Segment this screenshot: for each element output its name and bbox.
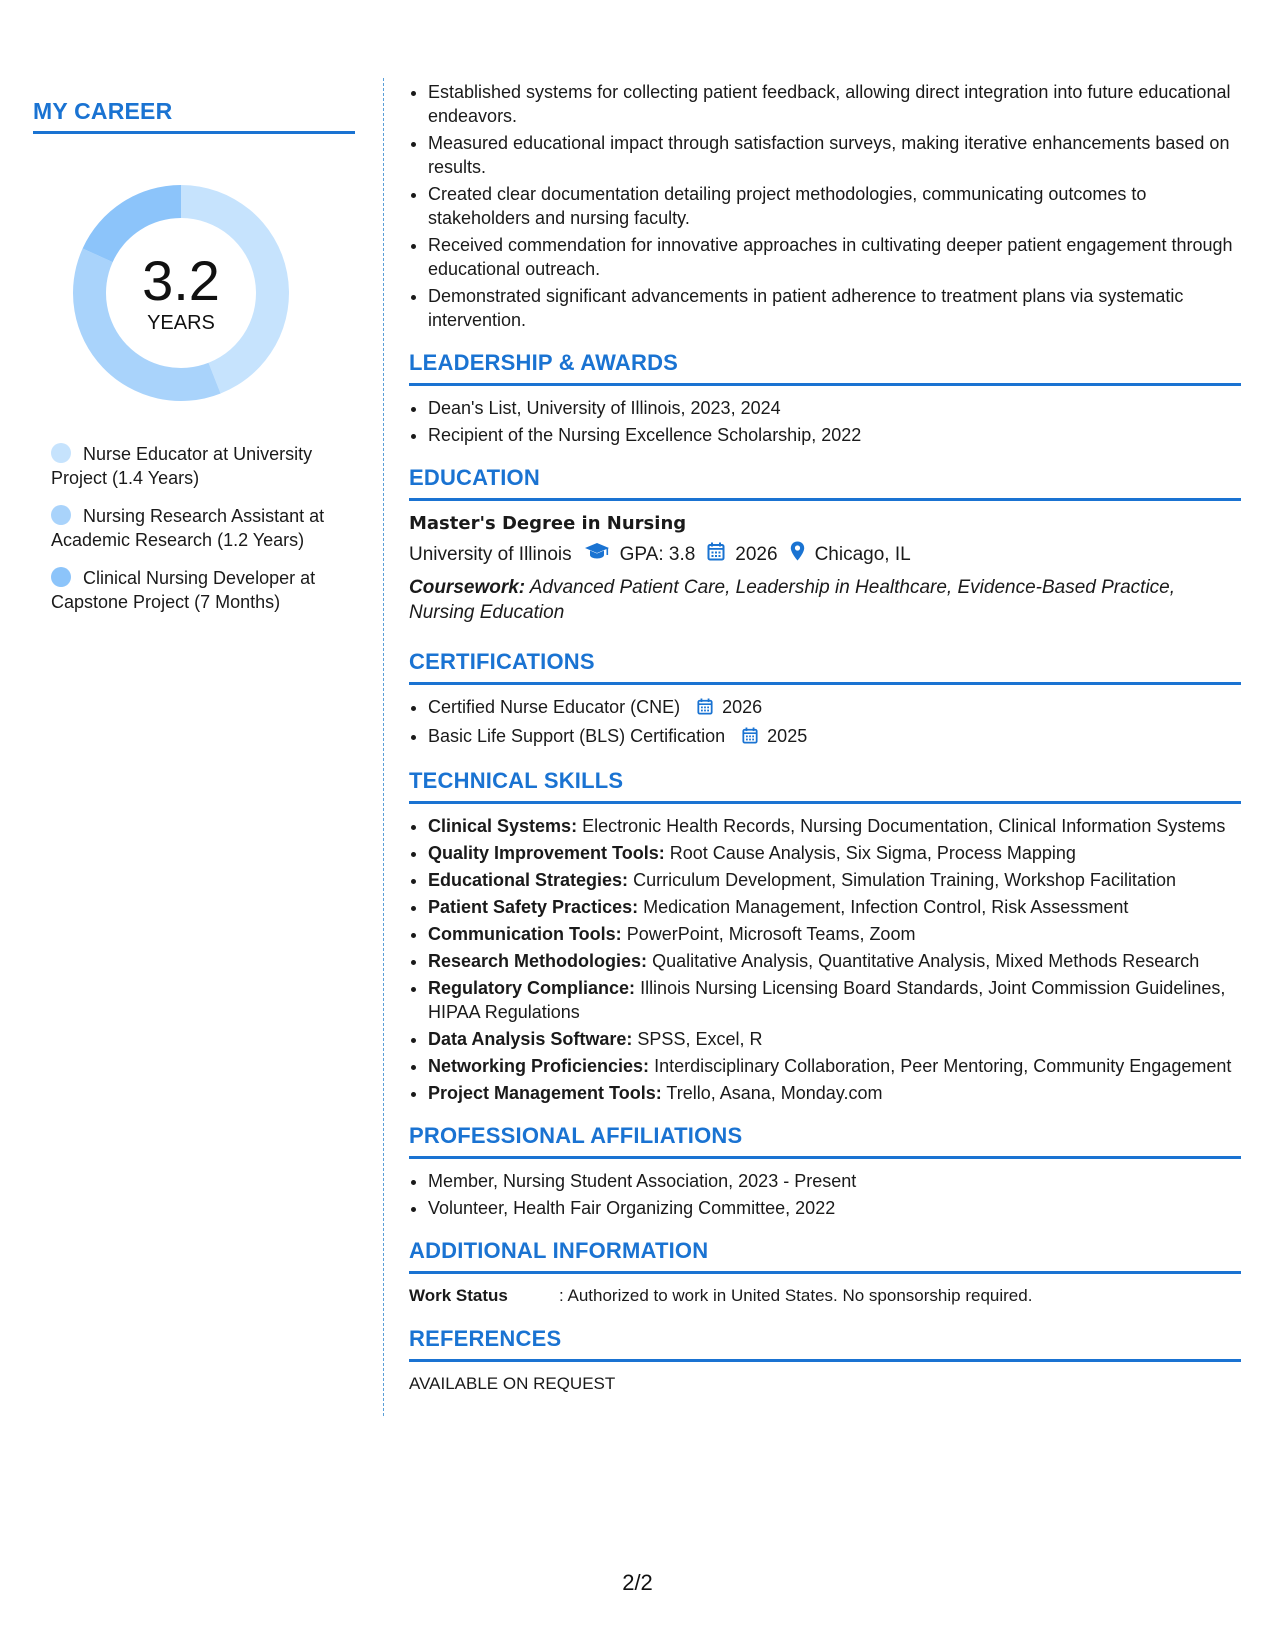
list-item — [428, 868, 1241, 892]
cert-name: Certified Nurse Educator (CNE) — [428, 697, 681, 717]
skill-values: Root Cause Analysis, Six Sigma, Process Mapping — [669, 843, 1076, 863]
coursework — [409, 575, 1241, 625]
skill-category: Patient Safety Practices: — [428, 897, 639, 917]
education-details — [409, 541, 1241, 569]
coursework-text: Advanced Patient Care, Leadership in Healthcare, Evidence-Based Practice, Nursing Education — [409, 577, 1176, 623]
section-rule — [409, 1359, 1241, 1362]
list-item: • Created clear documentation detailing project methodologies, communicating outcomes to stakeholders and nursing faculty. — [428, 182, 1241, 230]
section-title-affiliations: PROFESSIONAL AFFILIATIONS — [409, 1123, 743, 1148]
section-rule — [409, 801, 1241, 804]
legend-label: Clinical Nursing Developer at Capstone Project (7 Months) — [51, 568, 316, 612]
references-text: AVAILABLE ON REQUEST — [409, 1374, 616, 1393]
section-title-additional: ADDITIONAL INFORMATION — [409, 1238, 709, 1263]
list-item — [428, 949, 1241, 973]
calendar-icon — [697, 697, 713, 721]
affiliations-section — [409, 1121, 1241, 1220]
career-donut-chart — [66, 178, 296, 408]
skill-category: Data Analysis Software: — [428, 1029, 633, 1049]
skill-category: Research Methodologies: — [428, 951, 648, 971]
skill-values: Trello, Asana, Monday.com — [666, 1083, 883, 1103]
gpa: GPA: 3.8 — [619, 544, 696, 565]
cert-name: Basic Life Support (BLS) Certification — [428, 726, 726, 746]
leadership-section — [409, 348, 1241, 447]
legend-dot-icon — [51, 443, 71, 463]
list-item — [428, 1027, 1241, 1051]
list-item — [428, 1081, 1241, 1105]
map-pin-icon — [790, 541, 805, 569]
coursework-label: Coursework: — [409, 577, 526, 598]
graduation-cap-icon — [584, 542, 610, 568]
degree-title: Master's Degree in Nursing — [409, 513, 687, 534]
legend-dot-icon — [51, 505, 71, 525]
main-content — [409, 80, 1241, 1396]
section-rule — [409, 498, 1241, 501]
certifications-list — [409, 695, 1241, 750]
skill-values: Qualitative Analysis, Quantitative Analysis, Mixed Methods Research — [652, 951, 1200, 971]
skill-category: Communication Tools: — [428, 924, 622, 944]
career-sidebar — [33, 98, 355, 628]
section-title-skills: TECHNICAL SKILLS — [409, 768, 624, 793]
additional-section — [409, 1236, 1241, 1308]
section-rule — [409, 682, 1241, 685]
skill-values: SPSS, Excel, R — [637, 1029, 763, 1049]
certifications-section — [409, 647, 1241, 750]
section-rule — [409, 1156, 1241, 1159]
skills-section — [409, 766, 1241, 1105]
list-item — [428, 724, 1241, 750]
list-item — [428, 922, 1241, 946]
skill-values: Medication Management, Infection Control, Risk Assessment — [643, 897, 1129, 917]
work-status-label: Work Status — [409, 1286, 508, 1305]
list-item: • Demonstrated significant advancements in patient adherence to treatment plans via systematic intervention. — [428, 284, 1241, 332]
total-years-unit: YEARS — [147, 311, 215, 334]
list-item — [428, 1054, 1241, 1078]
legend-label: Nursing Research Assistant at Academic Research (1.2 Years) — [51, 506, 325, 550]
list-item: • Member, Nursing Student Association, 2023 - Present — [428, 1169, 1241, 1193]
donut-center — [66, 178, 296, 408]
list-item: • Volunteer, Health Fair Organizing Committee, 2022 — [428, 1196, 1241, 1220]
career-legend — [51, 442, 351, 614]
list-item: • Received commendation for innovative approaches in cultivating deeper patient engagement through educational outreach. — [428, 233, 1241, 281]
list-item: • Measured educational impact through satisfaction surveys, making iterative enhancements based on results. — [428, 131, 1241, 179]
skill-values: Electronic Health Records, Nursing Documentation, Clinical Information Systems — [582, 816, 1226, 836]
list-item: • Dean's List, University of Illinois, 2023, 2024 — [428, 396, 1241, 420]
calendar-icon — [742, 726, 758, 750]
list-item — [428, 814, 1241, 838]
list-item — [428, 895, 1241, 919]
list-item: • Established systems for collecting patient feedback, allowing direct integration into future educational endeavors. — [428, 80, 1241, 128]
education-section — [409, 463, 1241, 625]
skills-list — [409, 814, 1241, 1105]
section-title-certifications: CERTIFICATIONS — [409, 649, 595, 674]
section-title-references: REFERENCES — [409, 1326, 562, 1351]
legend-item — [51, 566, 351, 614]
leadership-list — [409, 396, 1241, 447]
skill-values: Illinois Nursing Licensing Board Standards, Joint Commission Guidelines, HIPAA Regulations — [428, 978, 1226, 1022]
work-status-value: : Authorized to work in United States. No sponsorship required. — [559, 1286, 1033, 1305]
cert-year: 2025 — [767, 726, 808, 746]
page-number: 2/2 — [622, 1570, 653, 1595]
skill-values: PowerPoint, Microsoft Teams, Zoom — [626, 924, 916, 944]
total-years-value: 3.2 — [142, 248, 220, 312]
skill-category: Regulatory Compliance: — [428, 978, 636, 998]
section-title-leadership: LEADERSHIP & AWARDS — [409, 350, 679, 375]
experience-bullets — [409, 80, 1241, 332]
section-title-education: EDUCATION — [409, 465, 540, 490]
column-divider — [383, 78, 384, 1416]
education-location: Chicago, IL — [814, 544, 911, 565]
skill-category: Networking Proficiencies: — [428, 1056, 650, 1076]
list-item — [428, 841, 1241, 865]
affiliations-list — [409, 1169, 1241, 1220]
graduation-year: 2026 — [735, 544, 778, 565]
skill-values: Curriculum Development, Simulation Training, Workshop Facilitation — [633, 870, 1176, 890]
skill-category: Educational Strategies: — [428, 870, 629, 890]
career-rule — [33, 131, 355, 134]
skill-category: Quality Improvement Tools: — [428, 843, 665, 863]
references-section — [409, 1324, 1241, 1396]
list-item — [428, 695, 1241, 721]
work-status-row — [409, 1284, 1241, 1308]
calendar-icon — [707, 542, 725, 569]
skill-category: Clinical Systems: — [428, 816, 578, 836]
legend-item — [51, 442, 351, 490]
skill-category: Project Management Tools: — [428, 1083, 662, 1103]
list-item: • Recipient of the Nursing Excellence Scholarship, 2022 — [428, 423, 1241, 447]
career-title: MY CAREER — [33, 98, 173, 124]
legend-label: Nurse Educator at University Project (1.4 Years) — [51, 444, 313, 488]
legend-item — [51, 504, 351, 552]
legend-dot-icon — [51, 567, 71, 587]
section-rule — [409, 383, 1241, 386]
school-name: University of Illinois — [409, 544, 572, 565]
skill-values: Interdisciplinary Collaboration, Peer Mentoring, Community Engagement — [654, 1056, 1232, 1076]
list-item — [428, 976, 1241, 1024]
section-rule — [409, 1271, 1241, 1274]
cert-year: 2026 — [722, 697, 763, 717]
